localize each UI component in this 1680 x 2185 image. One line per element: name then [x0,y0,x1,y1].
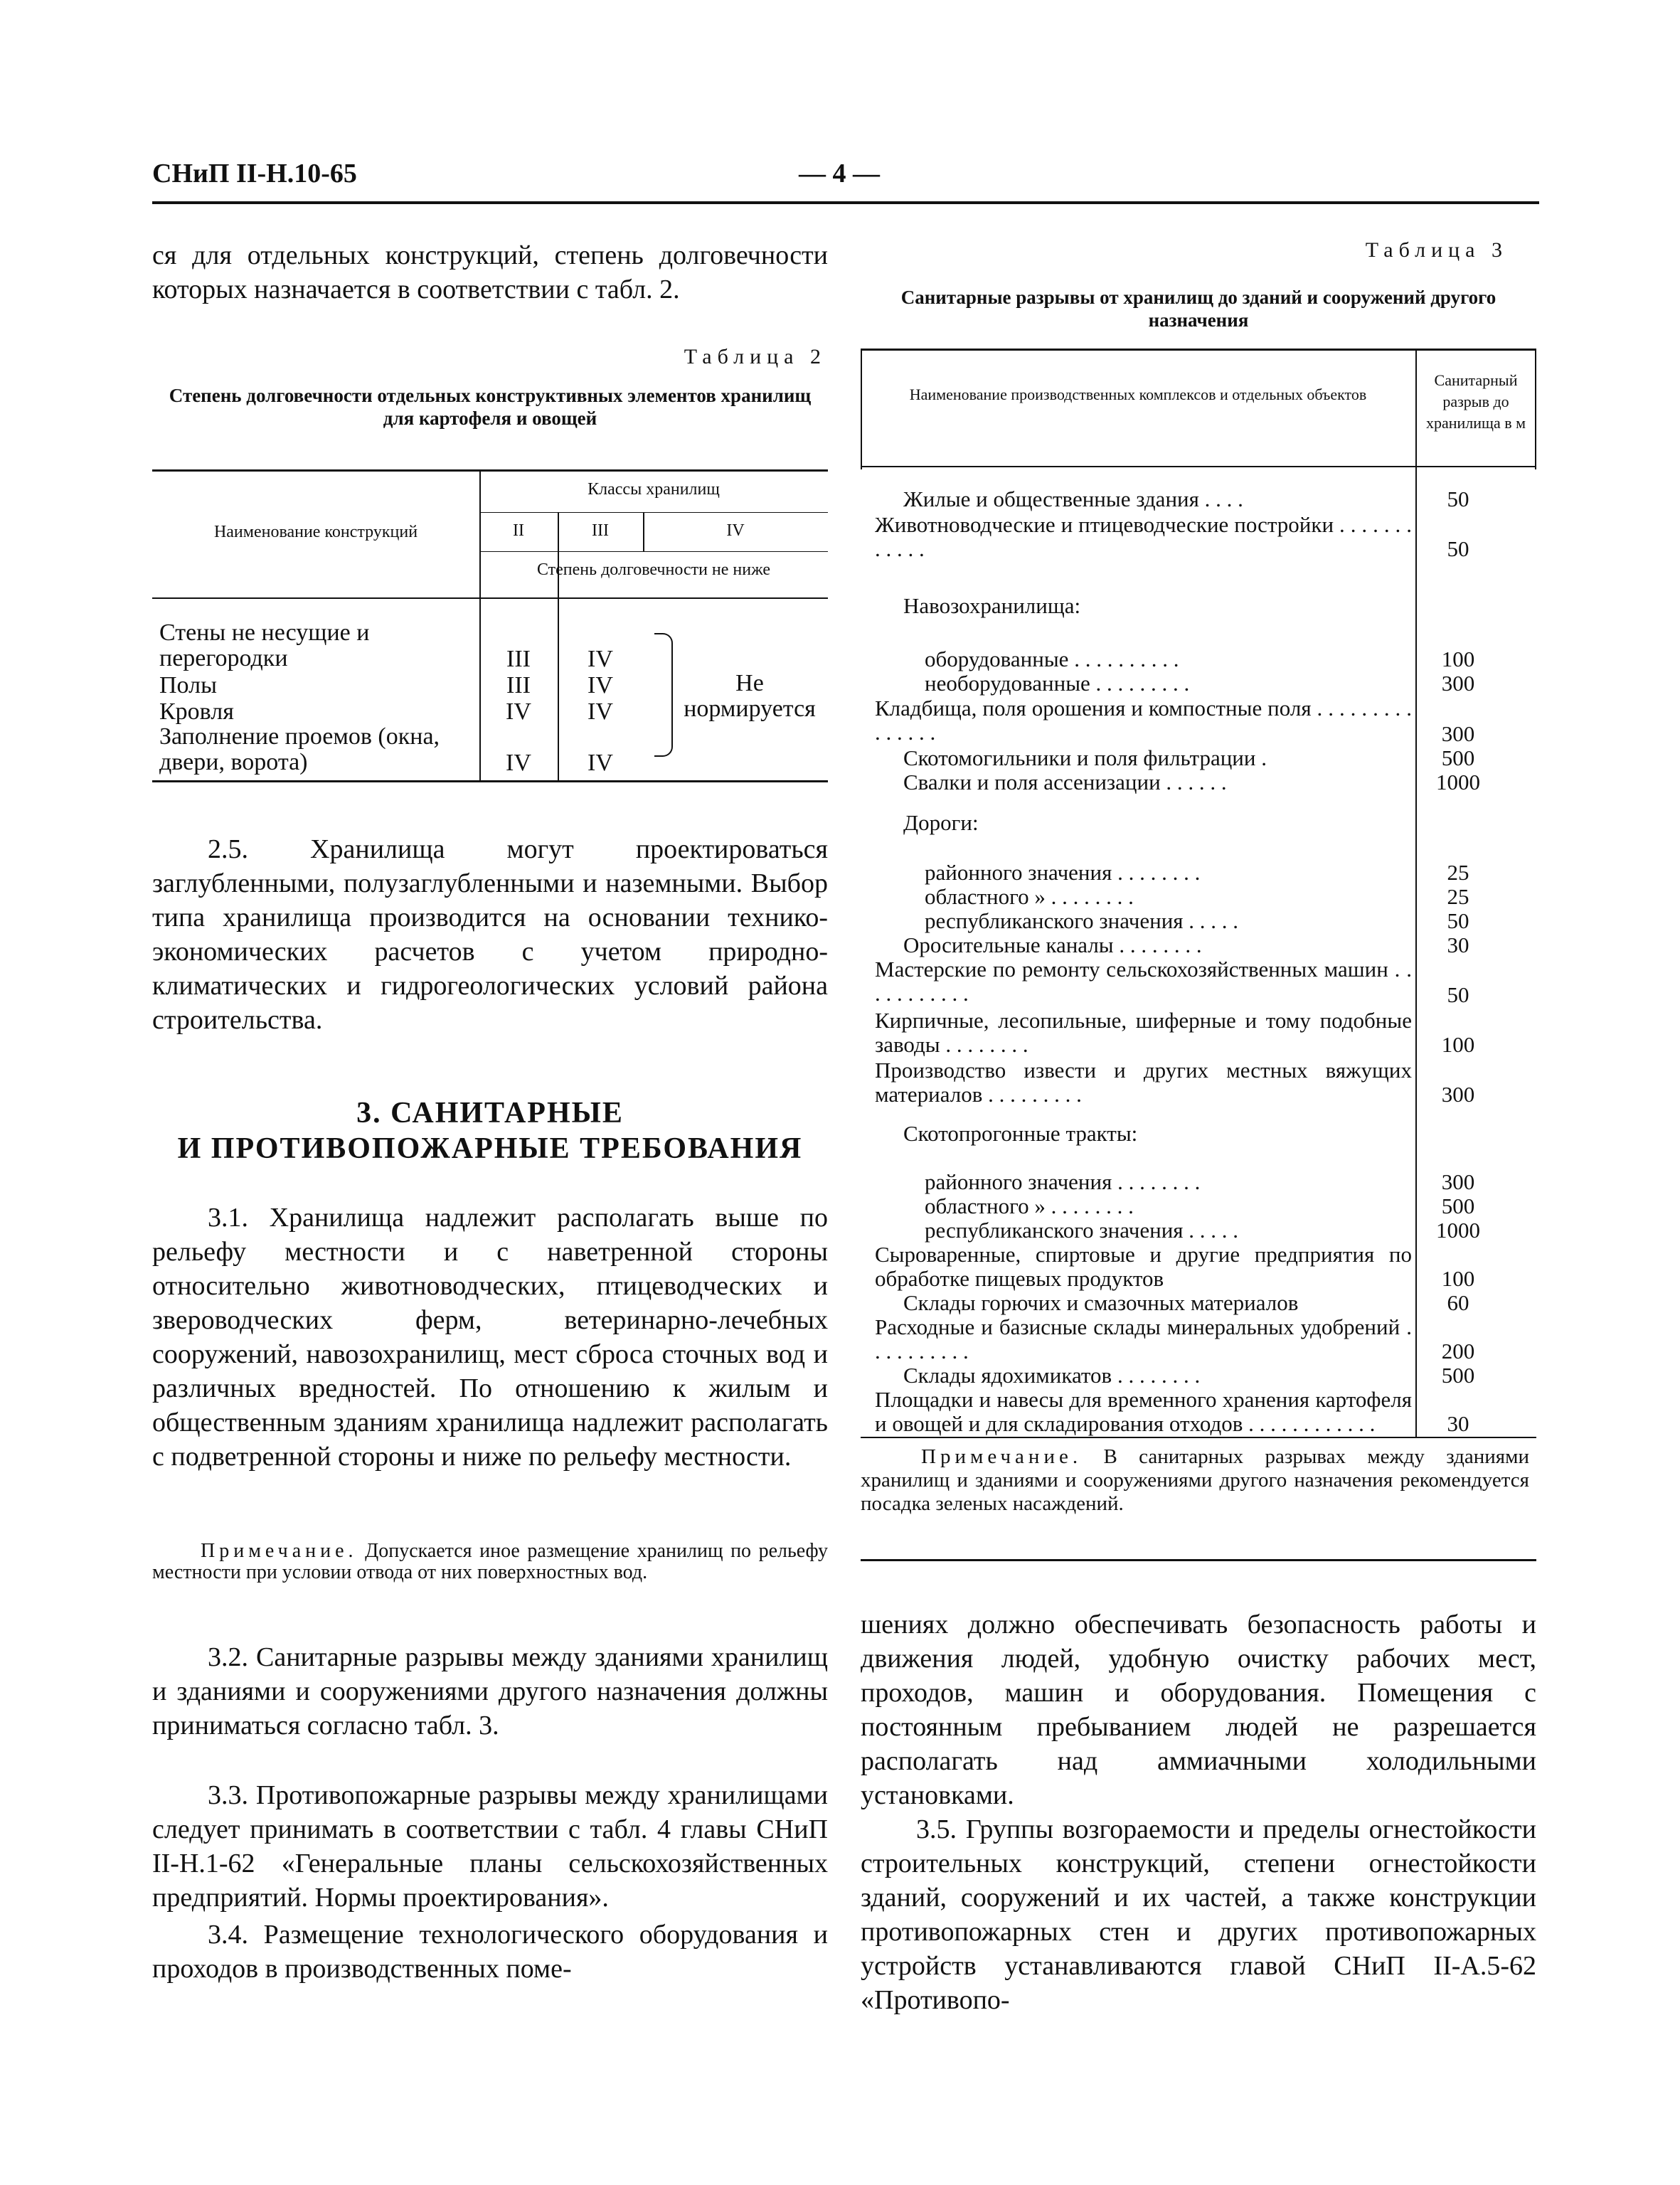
table3-row: республиканского значения . . . . . [925,1218,1239,1243]
table3-value: 500 [1441,1363,1475,1388]
table3-row: Площадки и навесы для временного хранения картофеля и овощей и для складирования отходов . . . . . . . . . . . . [875,1388,1412,1436]
table2-cell: IV [588,646,613,672]
table2-col-divider [479,469,481,782]
table3-row: Склады ядохимикатов . . . . . . . . [903,1363,1201,1388]
table2-class-iii: III [592,521,609,540]
table3-row: республиканского значения . . . . . [925,909,1239,933]
paragraph-3-1: 3.1. Хранилища надлежит располагать выше по рельефу местности и с наветренной стороны относительно животноводческих, птицеводческих и звероводческих ферм, ветеринарно-лечебных сооружений, навозохранилищ, мест сброса сточных вод и различных вредностей. По отношению к жилым и общественным зданиям хранилища надлежит располагать с подветренной стороны и ниже по рельефу местности. [152,1203,828,1472]
table3-row: районного значения . . . . . . . . [925,1170,1201,1194]
table2-cell: IV [588,672,613,698]
table3-value: 30 [1447,932,1469,957]
table3-row: Дороги: [903,811,979,835]
header-rule [152,201,1539,204]
table3-value: 100 [1441,1266,1475,1291]
table3-row: Расходные и базисные склады минеральных удобрений . . . . . . . . . . [875,1315,1412,1363]
table2-class-ii: II [513,521,524,540]
table2-cell: IV [506,750,531,776]
table3-row: Свалки и поля ассенизации . . . . . . [903,770,1227,794]
table3-row: Животноводческие и птицеводческие постройки . . . . . . . . . . . . [875,513,1412,561]
table3-col-name: Наименование производственных комплексов и отдельных объектов [909,386,1367,403]
table3-header-rule [861,466,1536,467]
table3-value: 100 [1441,647,1475,671]
table3-value: 300 [1441,671,1475,696]
table2-header-rule [152,597,828,599]
table3-note: Примечание. В санитарных разрывах между зданиями хранилищ и зданиями и сооружениями другого назначения рекомендуется посадка зеленых насаждений. [861,1445,1529,1515]
table2-top-rule [152,469,828,472]
paragraph-3-5: 3.5. Группы возгораемости и пределы огнестойкости строительных конструкций, степени огнестойкости зданий, сооружений и их частей, а также конструкции противопожарных стен и других противопожарных устройств устанавливаются главой СНиП II-А.5-62 «Противопо- [861,1814,1536,2015]
table3-value: 1000 [1436,770,1480,794]
paragraph-3-4: 3.4. Размещение технологического оборудования и проходов в производственных поме- [152,1920,828,1984]
table2-cell: IV [506,698,531,725]
table3-row: Скотомогильники и поля фильтрации . [903,746,1267,770]
table3-row: Склады горючих и смазочных материалов [903,1291,1299,1315]
table3-value: 200 [1441,1339,1475,1363]
table3-col-value: Санитарный разрыв до хранилища в м [1425,371,1526,432]
section3-title-line1: 3. САНИТАРНЫЕ [356,1097,624,1129]
table3-row: Мастерские по ремонту сельскохозяйственных машин . . . . . . . . . . . [875,957,1412,1006]
table3-caption: Таблица 3 [1365,238,1508,262]
table3-value: 50 [1447,982,1469,1007]
table2-title: Степень долговечности отдельных конструктивных элементов хранилищ для картофеля и овощей [169,385,812,429]
table3-value: 300 [1441,1082,1475,1107]
table2-col-name: Наименование конструкций [213,523,418,541]
table3-row: Навозохранилища: [903,594,1081,618]
table2-row-name: Кровля [159,698,234,725]
table2-cell: IV [588,750,613,776]
note-label: Примечание. [921,1445,1083,1468]
table3-row: оборудованные . . . . . . . . . . [925,647,1179,671]
table3-left-rule [861,349,862,469]
table3-value: 300 [1441,1169,1475,1194]
table3-row: областного » . . . . . . . . [925,1194,1134,1218]
table3-body [861,487,1536,1436]
table2-row-name: Полы [159,672,217,698]
table3-row: Скотопрогонные тракты: [903,1122,1138,1146]
table2-cell: III [506,646,531,672]
table3-value: 1000 [1436,1218,1480,1243]
table3-value: 500 [1441,1193,1475,1218]
document-code: СНиП II-Н.10-65 [152,159,357,188]
table2-subheader-rule [479,512,828,513]
table3-body-rule [861,1437,1536,1438]
table2-col-classes: Классы хранилищ [588,480,720,499]
table2-caption: Таблица 2 [684,345,826,368]
table2-brace [654,633,673,757]
intro-paragraph: ся для отдельных конструкций, степень долговечности которых назначается в соответствии с табл. 2. [152,240,828,304]
table3-value: 50 [1447,908,1469,933]
paragraph-3-2: 3.2. Санитарные разрывы между зданиями хранилищ и зданиями и сооружениями другого назначения должны приниматься согласно табл. 3. [152,1642,828,1740]
table3-value: 50 [1447,487,1469,511]
table3-row: областного » . . . . . . . . [925,885,1134,909]
table3-row: Производство извести и других местных вяжущих материалов . . . . . . . . . [875,1058,1412,1107]
note-label: Примечание. [201,1540,358,1562]
table2-class-iv: IV [726,521,745,540]
table2-cell: IV [588,698,613,725]
section3-title [152,1095,828,1166]
table3-row: Оросительные каналы . . . . . . . . [903,933,1202,957]
table3-right-rule [1535,349,1536,469]
table3-value: 500 [1441,745,1475,770]
table3-value: 25 [1447,860,1469,885]
paragraph-2-5: 2.5. Хранилища могут проектироваться заглубленными, полузаглубленными и наземными. Выбор типа хранилища производится на основании технико-экономических расчетов с учетом природно-климатических и гидрогеологических условий района строительства. [152,834,828,1035]
table3-value: 60 [1447,1290,1469,1315]
page-number: — 4 — [799,159,880,188]
table2-iv-value: Не нормируется [684,670,816,722]
table-row [159,620,472,671]
table3-row: Сыроваренные, спиртовые и другие предприятия по обработке пищевых продуктов [875,1243,1412,1291]
table3-top-rule [861,349,1536,351]
table3-value: 30 [1447,1411,1469,1436]
table3-bottom-rule [861,1559,1536,1561]
table2-bottom-rule [152,780,828,782]
table3-row: Кирпичные, лесопильные, шиферные и тому подобные заводы . . . . . . . . [875,1009,1412,1057]
table2-row-name: Заполнение проемов (окна, двери, ворота) [159,723,440,775]
table3-value: 25 [1447,884,1469,909]
table2 [152,469,828,782]
table3-value: 300 [1441,721,1475,746]
table2-row-name: Стены не несущие и перегородки [159,620,370,671]
table3 [861,349,1536,1561]
table3-value: 50 [1447,536,1469,561]
table3-title: Санитарные разрывы от хранилищ до зданий и сооружений другого назначения [900,287,1496,331]
table3-row: необорудованные . . . . . . . . . [925,671,1190,696]
paragraph-3-3: 3.3. Противопожарные разрывы между хранилищами следует принимать в соответствии с табл. 4 главы СНиП II-Н.1-62 «Генеральные планы сельскохозяйственных предприятий. Нормы проектирования». [152,1780,828,1913]
table3-row: Жилые и общественные здания . . . . [903,487,1243,511]
table2-cell: III [506,672,531,698]
table3-row: районного значения . . . . . . . . [925,861,1201,885]
note-3-1: Примечание. Допускается иное размещение хранилищ по рельефу местности при условии отвода от них поверхностных вод. [152,1540,829,1583]
table2-col-degree: Степень долговечности не ниже [536,560,771,579]
section3-title-line2: И ПРОТИВОПОЖАРНЫЕ ТРЕБОВАНИЯ [177,1132,803,1165]
paragraph-3-4-continued: шениях должно обеспечивать безопасность работы и движения людей, удобную очистку рабочих мест, проходов, машин и оборудования. Помещения с постоянным пребыванием людей не разрешается располагать над аммиачными холодильными установками. [861,1610,1536,1810]
table3-row: Кладбища, поля орошения и компостные поля . . . . . . . . . . . . . . . [875,696,1412,745]
table3-value: 100 [1441,1032,1475,1057]
table2-subheader-rule [479,551,828,552]
